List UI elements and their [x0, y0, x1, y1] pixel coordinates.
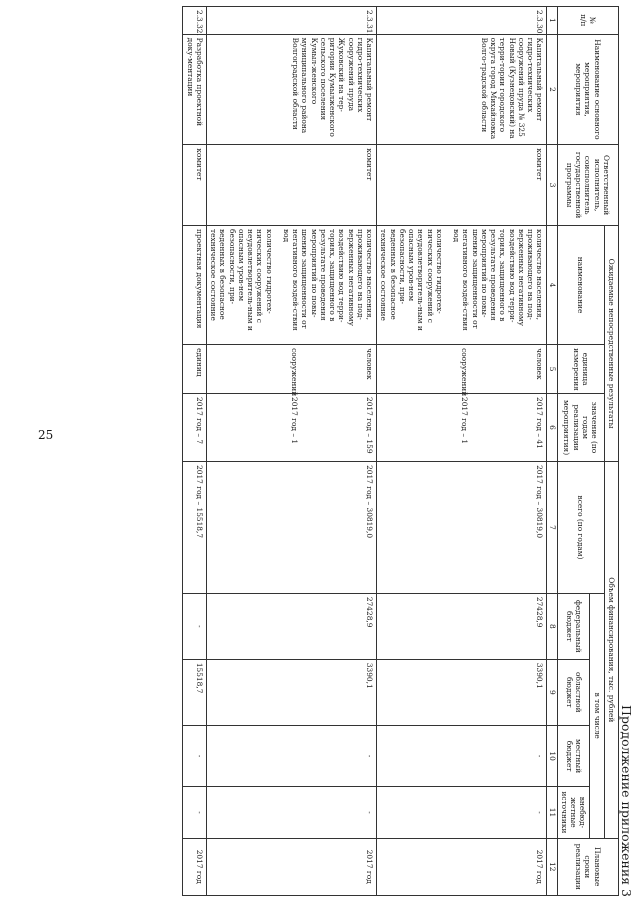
result-value: 2017 год – 41 [535, 397, 545, 449]
event-name: Капитальный ремонт гидро-технических сооружений пруда Жуковский на тер-ритории Кумылженского сельского поселения Кумыл-женского муниципального района Волгоградской области [207, 34, 377, 145]
funding-extra: - [183, 787, 207, 838]
header-including: в том числе [590, 593, 604, 838]
result-name: количество гидротех-нических сооружений с неудовлетворитель-ным и опасным уров-нем безопасности, при-веденных в безопасное техническое состояние [209, 229, 274, 331]
result-unit: человек [365, 348, 375, 380]
column-number: 4 [547, 226, 557, 345]
result-values [183, 394, 207, 462]
table-row [207, 7, 377, 896]
funding-regional: 3390,1 [207, 659, 377, 725]
result-names [207, 226, 377, 345]
table-row [183, 7, 207, 896]
header-regional: областной бюджет [557, 659, 590, 725]
funding-total: 2017 год – 30819,0 [207, 462, 377, 594]
header-unit: единица измерения [557, 345, 604, 394]
column-number: 10 [547, 725, 557, 787]
row-number: 2.3.32. [183, 7, 207, 35]
row-number: 2.3.30. [377, 7, 547, 35]
result-unit: сооружений [460, 348, 470, 397]
header-total: всего (по годам) [557, 462, 604, 594]
result-name: проектная документация [195, 229, 204, 329]
funding-local: - [207, 725, 377, 787]
header-event-name: Наименование основного мероприятия, мероприятия [557, 34, 618, 145]
result-units [377, 345, 547, 397]
header-federal: федеральный бюджет [557, 593, 590, 659]
result-names [377, 226, 547, 345]
result-unit: сооружений [290, 348, 299, 397]
result-unit: человек [535, 348, 545, 380]
header-result-name: наименование [557, 226, 604, 345]
program-table [183, 6, 620, 896]
result-name: количество населения, проживающего на под-верженных негативному воздействию вод терри-ториях, защищенного в результате проведения мероприятий по повы-шению защищенности от негативного воздей-ствия вод [282, 229, 375, 331]
column-number: 3 [547, 145, 557, 226]
funding-federal: 27428,9 [377, 593, 547, 659]
column-number: 12 [547, 838, 557, 896]
column-numbers-row [547, 7, 557, 896]
result-value: 2017 год – 1 [290, 397, 299, 445]
column-number: 7 [547, 462, 557, 594]
row-number: 2.3.31. [207, 7, 377, 35]
result-unit: единиц [195, 348, 204, 377]
planned-term: 2017 год [183, 838, 207, 896]
page-number: 25 [38, 428, 54, 442]
event-name: Разработка проектной доку-ментации [183, 34, 207, 145]
header-row-1 [604, 7, 618, 896]
column-number: 6 [547, 394, 557, 462]
planned-term: 2017 год [377, 838, 547, 896]
funding-total: 2017 год – 30819,0 [377, 462, 547, 594]
result-name: количество гидротех-нических сооружений с неудовлетворитель-ным и опасным уров-нем безопасности, при-веденных в безопасное техническое состояние [379, 229, 444, 331]
column-number: 8 [547, 593, 557, 659]
result-values [207, 394, 377, 462]
header-executor: Ответственный исполнитель, соисполнитель государственной программы [557, 145, 618, 226]
result-value: 2017 год – 1 [460, 397, 470, 445]
header-local: местный бюджет [557, 725, 590, 787]
header-term: Плановые сроки реализации [557, 838, 618, 896]
column-number: 2 [547, 34, 557, 145]
column-number: 11 [547, 787, 557, 838]
funding-federal: - [183, 593, 207, 659]
header-value: значение (по годам реализации мероприятия) [557, 394, 604, 462]
result-units [207, 345, 377, 397]
result-name: количество населения, проживающего на под-верженных негативному воздействию вод терри-ториях, защищенного в результате проведения мероприятий по повы-шению защищенности от негативного воздей-ствия вод [452, 229, 545, 331]
funding-regional: 3390,1 [377, 659, 547, 725]
executor: комитет [207, 145, 377, 226]
column-number: 1 [547, 7, 557, 35]
result-names [183, 226, 207, 345]
column-number: 9 [547, 659, 557, 725]
event-name: Капитальный ремонт гидро-технических сооружений пруда № 325 Новый (Кузнецовский) на терри-тории городского округа город Михайловка Волго-градской области [377, 34, 547, 145]
executor: комитет [377, 145, 547, 226]
funding-local: - [377, 725, 547, 787]
planned-term: 2017 год [207, 838, 377, 896]
funding-total: 2017 год – 15518,7 [183, 462, 207, 594]
funding-federal: 27428,9 [207, 593, 377, 659]
header-extra: внебюд-жетные источники [557, 787, 590, 838]
column-number: 5 [547, 345, 557, 394]
table-row [377, 7, 547, 896]
header-num: № п/п [557, 7, 618, 35]
funding-extra: - [207, 787, 377, 838]
result-units [183, 345, 207, 394]
header-funding: Объем финансирования, тыс. рублей [604, 462, 618, 838]
funding-extra: - [377, 787, 547, 838]
executor: комитет [183, 145, 207, 226]
result-values [377, 394, 547, 462]
funding-local: - [183, 725, 207, 787]
funding-regional: 15518,7 [183, 659, 207, 725]
header-expected-results: Ожидаемые непосредственные результаты [604, 226, 618, 462]
result-value: 2017 год – 159 [365, 397, 375, 454]
result-value: 2017 год – 7 [195, 397, 204, 445]
rotated-page [37, 0, 637, 905]
appendix-heading: Продолжение приложения 3 [619, 704, 634, 897]
